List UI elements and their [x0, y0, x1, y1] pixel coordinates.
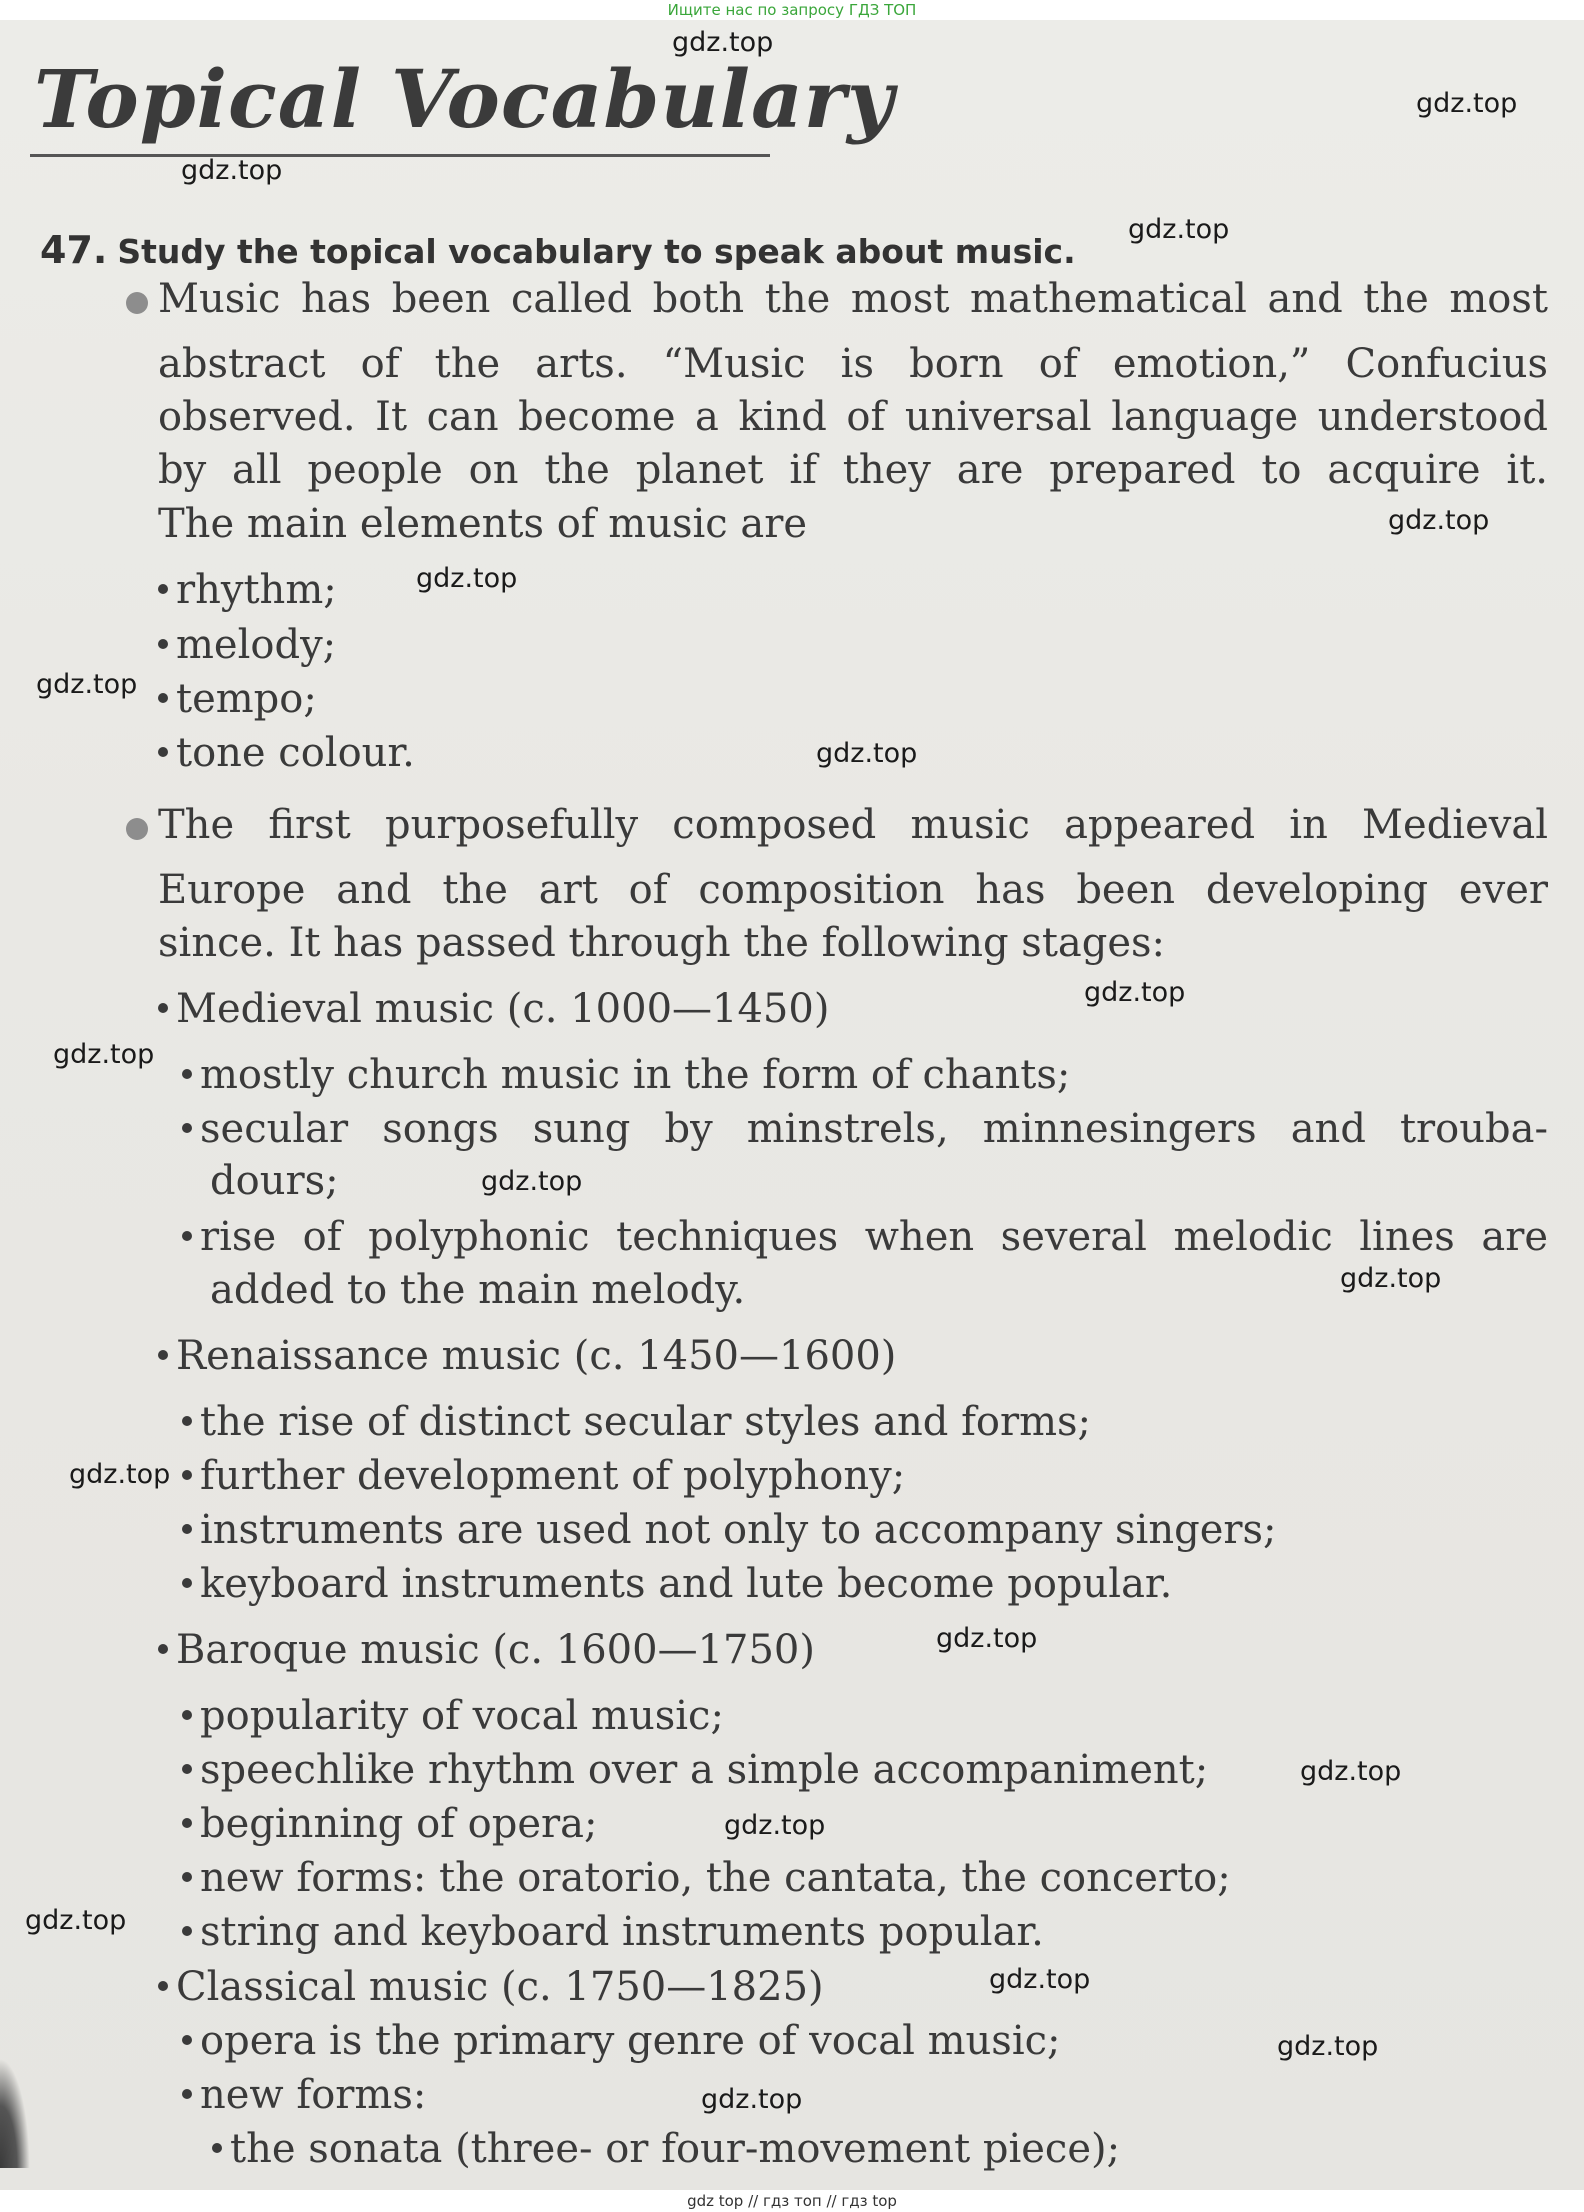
stage-item: [182, 1797, 597, 1851]
stage-item-text: new forms:: [200, 2072, 427, 2118]
bullet-dot-icon: [182, 1764, 192, 1774]
watermark: gdz.top: [724, 1810, 826, 1841]
paragraph1-line: The main elements of music are: [158, 501, 808, 547]
element-text: tone colour.: [176, 730, 415, 776]
bullet-dot-icon: [212, 2143, 222, 2153]
stage-title-baroque: [158, 1623, 815, 1677]
search-banner[interactable]: Ищите нас по запросу ГДЗ ТОП: [0, 0, 1584, 20]
bullet-dot-icon: [182, 1578, 192, 1588]
stage-item: [212, 2122, 1120, 2176]
bullet-dot-icon: [182, 1524, 192, 1534]
paragraph1-line: Music has been called both the most mathematical and the most: [158, 276, 1548, 322]
textbook-page: [0, 20, 1584, 2190]
watermark: gdz.top: [1084, 977, 1186, 1008]
page-title: Topical Vocabulary: [34, 52, 895, 146]
bullet-dot-icon: [158, 584, 168, 594]
bullet-dot-icon: [158, 1350, 168, 1360]
bullet-dot-icon: [182, 2035, 192, 2045]
stage-item-continued: added to the main melody.: [210, 1267, 746, 1313]
paragraph2-line: Europe and the art of composition has been developing ever: [158, 867, 1548, 913]
stage-item-text: opera is the primary genre of vocal music;: [200, 2018, 1061, 2064]
bullet-dot-icon: [182, 1123, 192, 1133]
watermark: gdz.top: [1300, 1756, 1402, 1787]
title-underline: [30, 154, 770, 157]
stage-title-medieval: [158, 982, 829, 1036]
watermark: gdz.top: [989, 1964, 1091, 1995]
bullet-dot-icon: [158, 747, 168, 757]
watermark: gdz.top: [53, 1039, 155, 1070]
watermark: gdz.top: [1416, 88, 1518, 119]
stage-item: [182, 1905, 1044, 1959]
paragraph-bullet-icon: [126, 292, 148, 314]
bullet-dot-icon: [182, 1926, 192, 1936]
stage-item: [182, 1557, 1172, 1611]
bullet-dot-icon: [182, 1069, 192, 1079]
element-item: [158, 563, 337, 617]
bullet-dot-icon: [182, 2089, 192, 2099]
stage-item-text: keyboard instruments and lute become popular.: [200, 1561, 1173, 1607]
bullet-dot-icon: [182, 1710, 192, 1720]
stage-item: [182, 1449, 905, 1503]
stage-item: [182, 2068, 426, 2122]
watermark: gdz.top: [1340, 1263, 1442, 1294]
stage-item-text: popularity of vocal music;: [200, 1693, 724, 1739]
watermark: gdz.top: [1277, 2031, 1379, 2062]
stage-item: [182, 1395, 1091, 1449]
exercise-heading: [40, 228, 1076, 272]
watermark: gdz.top: [1128, 214, 1230, 245]
stage-item: [182, 1743, 1208, 1797]
watermark: gdz.top: [816, 738, 918, 769]
stage-item-text: the rise of distinct secular styles and forms;: [200, 1399, 1092, 1445]
bullet-dot-icon: [158, 1003, 168, 1013]
footer-links[interactable]: gdz top // гдз топ // гдз top: [0, 2190, 1584, 2212]
bullet-dot-icon: [182, 1470, 192, 1480]
bullet-dot-icon: [182, 1416, 192, 1426]
bullet-dot-icon: [158, 1644, 168, 1654]
paragraph2-line: The first purposefully composed music appeared in Medieval: [158, 802, 1548, 848]
stage-item: [182, 1102, 1548, 1156]
stage-item-text: rise of polyphonic techniques when several melodic lines are: [200, 1214, 1548, 1260]
stage-item: [182, 1048, 1070, 1102]
watermark: gdz.top: [69, 1459, 171, 1490]
paragraph1-line: observed. It can become a kind of universal language understood: [158, 394, 1548, 440]
stage-item-text: the sonata (three- or four-movement piece);: [230, 2126, 1121, 2172]
bullet-dot-icon: [158, 1981, 168, 1991]
exercise-instruction: Study the topical vocabulary to speak about music.: [117, 232, 1076, 271]
watermark: gdz.top: [416, 563, 518, 594]
element-item: [158, 672, 317, 726]
watermark: gdz.top: [1388, 505, 1490, 536]
stage-item-text: new forms: the oratorio, the cantata, the concerto;: [200, 1855, 1231, 1901]
stage-item: [182, 1689, 724, 1743]
stage-title-text: Renaissance music (c. 1450—1600): [176, 1333, 897, 1379]
watermark: gdz.top: [36, 669, 138, 700]
watermark: gdz.top: [25, 1905, 127, 1936]
paragraph2-line: since. It has passed through the following stages:: [158, 920, 1166, 966]
watermark: gdz.top: [672, 27, 774, 58]
stage-item: [182, 1210, 1548, 1264]
element-text: melody;: [176, 622, 337, 668]
paragraph-bullet-icon: [126, 818, 148, 840]
stage-item-text: instruments are used not only to accompany singers;: [200, 1507, 1277, 1553]
exercise-number: 47.: [40, 228, 108, 272]
stage-item-text: speechlike rhythm over a simple accompaniment;: [200, 1747, 1209, 1793]
stage-item: [182, 2014, 1061, 2068]
watermark: gdz.top: [701, 2084, 803, 2115]
stage-item: [182, 1503, 1276, 1557]
stage-item-text: beginning of opera;: [200, 1801, 598, 1847]
element-item: [158, 726, 415, 780]
stage-item-text: further development of polyphony;: [200, 1453, 906, 1499]
bullet-dot-icon: [182, 1231, 192, 1241]
page-edge-shadow: [0, 2058, 30, 2168]
element-text: tempo;: [176, 676, 317, 722]
watermark: gdz.top: [481, 1166, 583, 1197]
stage-title-text: Medieval music (c. 1000—1450): [176, 986, 830, 1032]
bullet-dot-icon: [158, 693, 168, 703]
stage-title-classical: [158, 1960, 824, 2014]
stage-title-text: Baroque music (c. 1600—1750): [176, 1627, 815, 1673]
stage-title-renaissance: [158, 1329, 896, 1383]
stage-item: [182, 1851, 1231, 1905]
bullet-dot-icon: [182, 1818, 192, 1828]
bullet-dot-icon: [182, 1872, 192, 1882]
stage-item-continued: dours;: [210, 1158, 339, 1204]
stage-item-text: secular songs sung by minstrels, minnesingers and trouba-: [200, 1106, 1548, 1152]
element-text: rhythm;: [176, 567, 337, 613]
element-item: [158, 618, 336, 672]
stage-title-text: Classical music (c. 1750—1825): [176, 1964, 824, 2010]
stage-item-text: mostly church music in the form of chants;: [200, 1052, 1071, 1098]
stage-item-text: string and keyboard instruments popular.: [200, 1909, 1044, 1955]
paragraph1-line: by all people on the planet if they are prepared to acquire it.: [158, 447, 1548, 493]
bullet-dot-icon: [158, 639, 168, 649]
paragraph1-line: abstract of the arts. “Music is born of emotion,” Confucius: [158, 341, 1548, 387]
watermark: gdz.top: [181, 155, 283, 186]
watermark: gdz.top: [936, 1623, 1038, 1654]
